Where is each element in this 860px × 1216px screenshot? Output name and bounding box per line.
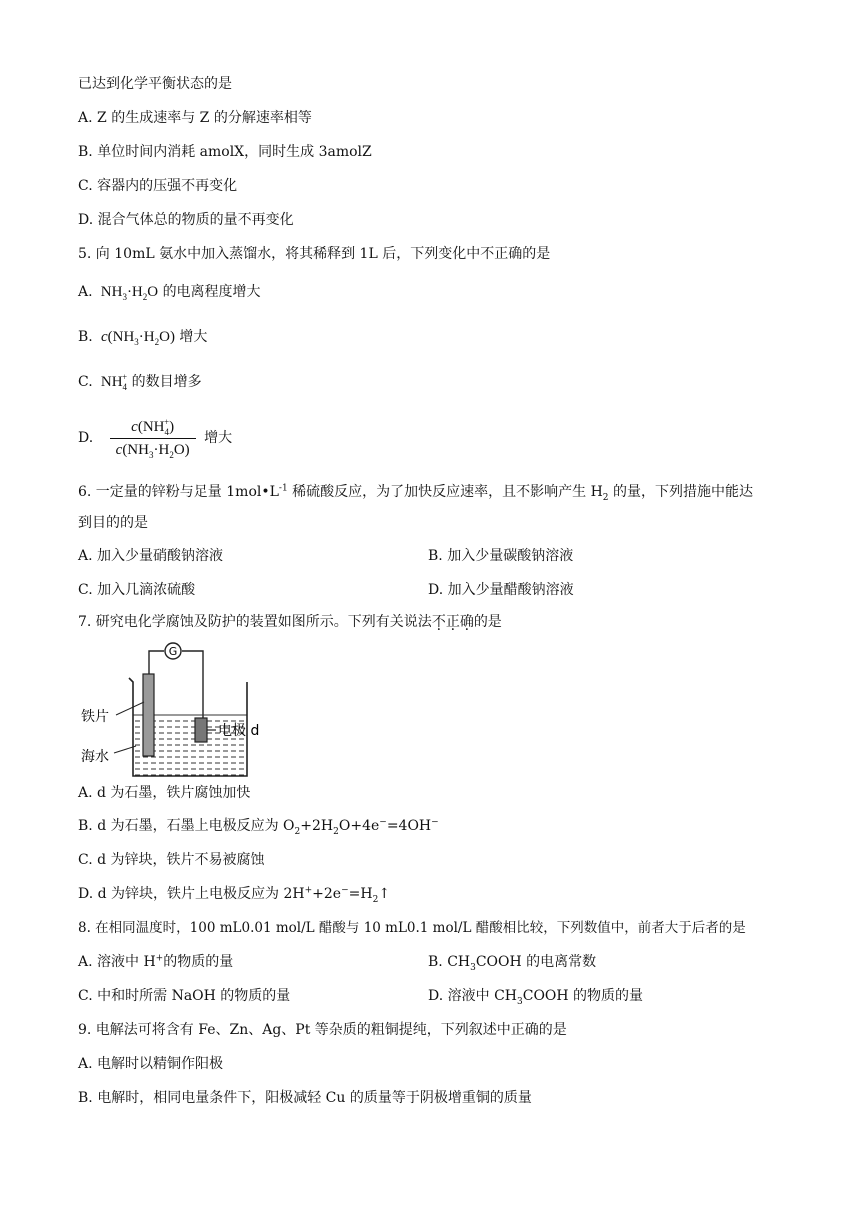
galvanometer-label: G	[168, 645, 178, 658]
q5-option-a-text: 的电离程度增大	[162, 284, 261, 300]
q4-option-a: A. Z 的生成速率与 Z 的分解速率相等	[78, 110, 312, 126]
q8-a-part: A. 溶液中 H	[78, 954, 156, 970]
q5-option-a-formula: $NH_3\cdot H_2O$	[97, 284, 159, 302]
q5-option-c	[78, 372, 202, 392]
q7-b-sub: 2	[333, 826, 339, 837]
q5-option-d	[78, 415, 232, 461]
q9-option-a: A. 电解时以精铜作阳极	[78, 1056, 224, 1072]
q7-d-part: +2e	[312, 886, 342, 902]
q5-option-c-label: C.	[78, 374, 93, 390]
q8-d-sub: 3	[517, 996, 523, 1007]
q7-b-sub: 2	[294, 826, 301, 837]
electrode-label: 电极 d	[218, 723, 260, 739]
q5-option-c-formula: $NH_4^+$	[97, 372, 128, 392]
q6-option-d: D. 加入少量醋酸钠溶液	[428, 582, 574, 598]
q5-option-a	[78, 282, 261, 302]
q5-option-b-text: 增大	[179, 329, 208, 345]
q7-d-sup: +	[304, 885, 313, 896]
intro-text: 已达到化学平衡状态的是	[78, 76, 232, 92]
q8-stem: 8. 在相同温度时，100 mL0.01 mol/L 醋酸与 10 mL0.1 mol/L 醋酸相比较，下列数值中，前者大于后者的是	[78, 920, 746, 936]
q8-a-part: 的物质的量	[163, 954, 234, 970]
q8-b-part: B. CH	[428, 954, 471, 970]
q8-b-part: COOH 的电离常数	[475, 954, 597, 970]
corrosion-apparatus-diagram	[78, 640, 268, 780]
q7-stem-emphasis: 不正确	[431, 614, 474, 630]
q7-d-part: D. d 为锌块，铁片上电极反应为 2H	[78, 886, 305, 902]
q6-stem-sub: 2	[602, 492, 609, 503]
q8-b-sub: 3	[470, 962, 476, 973]
q6-stem-sup: -1	[278, 483, 288, 494]
q6-option-b: B. 加入少量碳酸钠溶液	[428, 548, 574, 564]
fraction-denominator: $c(NH_3\cdot H_2O)$	[115, 441, 190, 460]
q7-b-part: B. d 为石墨，石墨上电极反应为 O	[78, 818, 295, 834]
q5-stem: 5. 向 10mL 氨水中加入蒸馏水，将其稀释到 1L 后，下列变化中不正确的是	[78, 246, 551, 262]
q4-option-c: C. 容器内的压强不再变化	[78, 178, 238, 194]
q6-stem-part: 稀硫酸反应，为了加快反应速率，且不影响产生 H	[287, 484, 603, 500]
q7-d-sup: −	[341, 885, 349, 896]
q6-stem-part: 的量，下列措施中能达	[608, 484, 753, 500]
q7-b-part: =4OH	[386, 818, 432, 834]
q7-stem	[78, 612, 502, 632]
fraction-numerator: $c(NH_4^+)$	[110, 418, 196, 439]
q7-option-a: A. d 为石墨，铁片腐蚀加快	[78, 785, 251, 801]
q6-stem-part: 6. 一定量的锌粉与足量 1mol•L	[78, 484, 279, 500]
q7-b-part: +2H	[300, 818, 334, 834]
seawater-label: 海水	[81, 749, 109, 765]
q4-option-b: B. 单位时间内消耗 amolX，同时生成 3amolZ	[78, 144, 372, 160]
q8-option-a	[78, 952, 233, 972]
q7-stem-part: 7. 研究电化学腐蚀及防护的装置如图所示。下列有关说法	[78, 614, 432, 630]
q5-option-a-label: A.	[78, 284, 93, 300]
q8-option-c: C. 中和时所需 NaOH 的物质的量	[78, 988, 291, 1004]
iron-label: 铁片	[81, 709, 109, 725]
wire-right	[182, 651, 203, 720]
q5-option-c-text: 的数目增多	[131, 374, 202, 390]
q7-b-sup: −	[379, 817, 387, 828]
q8-option-d	[428, 986, 643, 1006]
q7-option-d	[78, 884, 390, 904]
q7-option-c: C. d 为锌块，铁片不易被腐蚀	[78, 852, 265, 868]
q5-option-d-label: D.	[78, 430, 94, 446]
q7-b-part: O+4e	[338, 818, 380, 834]
q9-option-b: B. 电解时，相同电量条件下，阳极减轻 Cu 的质量等于阴极增重铜的质量	[78, 1090, 532, 1106]
q4-option-d: D. 混合气体总的物质的量不再变化	[78, 212, 294, 228]
q6-stem-line2: 到目的的是	[78, 515, 148, 531]
electrode-d	[195, 718, 207, 742]
q5-option-d-text: 增大	[204, 430, 233, 446]
q5-option-d-fraction	[110, 418, 196, 459]
q7-d-part: ↑	[378, 886, 391, 902]
q7-option-b	[78, 816, 439, 836]
q5-option-b-label: B.	[78, 329, 93, 345]
q7-b-sup: −	[431, 817, 439, 828]
q7-d-sub: 2	[372, 894, 379, 905]
q8-option-b	[428, 952, 596, 972]
q6-stem	[78, 482, 753, 502]
q6-option-c: C. 加入几滴浓硫酸	[78, 582, 196, 598]
q7-stem-part: 的是	[473, 614, 502, 630]
q7-d-part: =H	[348, 886, 373, 902]
iron-label-line	[116, 702, 144, 715]
q6-option-a: A. 加入少量硝酸钠溶液	[78, 548, 224, 564]
q8-d-part: D. 溶液中 CH	[428, 988, 517, 1004]
q5-option-b	[78, 327, 207, 347]
iron-strip	[143, 674, 154, 756]
q8-a-sup: +	[155, 953, 164, 964]
q8-d-part: COOH 的物质的量	[522, 988, 644, 1004]
q5-option-b-formula: $c(NH_3\cdot H_2O)$	[100, 329, 175, 347]
q9-stem: 9. 电解法可将含有 Fe、Zn、Ag、Pt 等杂质的粗铜提纯，下列叙述中正确的是	[78, 1022, 567, 1038]
